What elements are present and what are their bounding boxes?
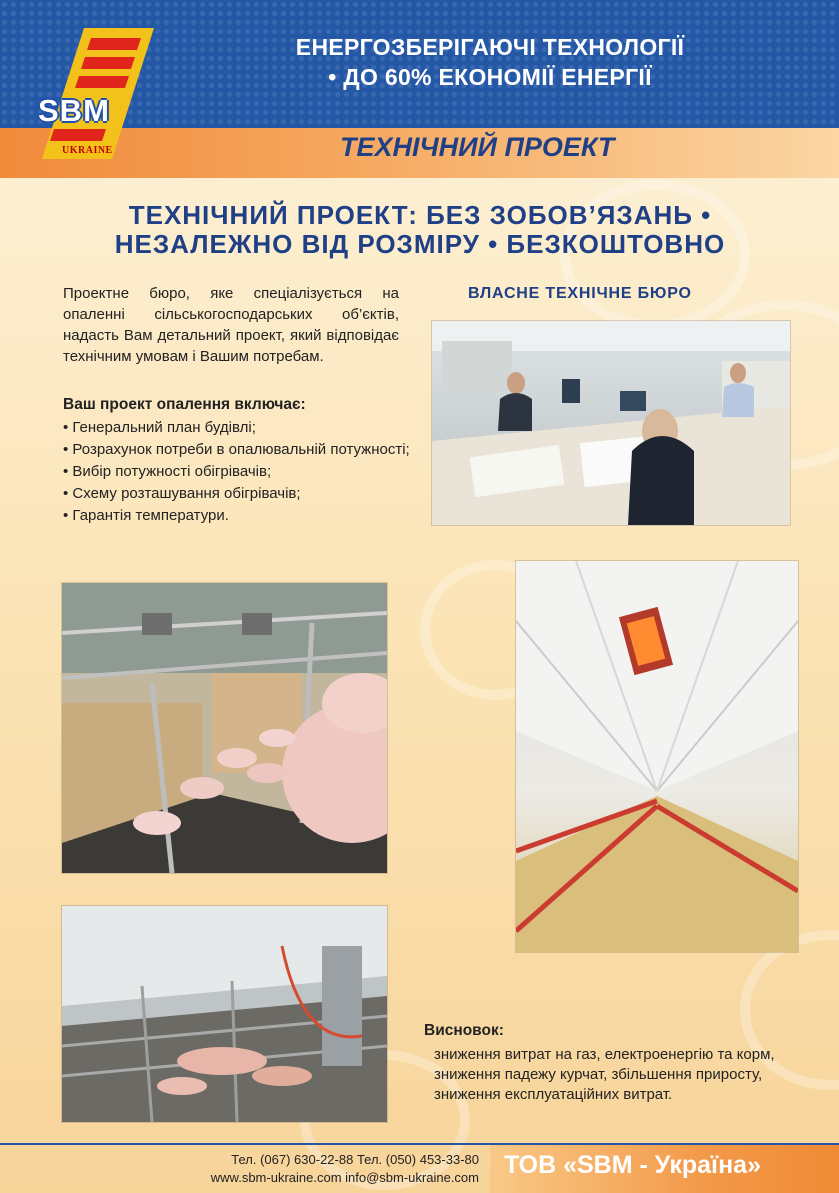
section-title: ТЕХНІЧНИЙ ПРОЕКТ (340, 132, 615, 162)
list-item: • Гарантія температури. (63, 506, 413, 526)
conclusion-heading: Висновок: (424, 1022, 504, 1039)
office-caption: ВЛАСНЕ ТЕХНІЧНЕ БЮРО (468, 285, 692, 302)
poultry-house-photo (516, 561, 798, 952)
headline-line2: НЕЗАЛЕЖНО ВІД РОЗМІРУ • БЕЗКОШТОВНО (114, 229, 726, 259)
list-item: • Вибір потужності обігрівачів; (63, 462, 413, 482)
sow-pen-photo (62, 906, 387, 1122)
logo-country-text: UKRAINE (62, 145, 113, 156)
logo-brand-text: SBM (38, 93, 110, 128)
contact-phones: Тел. (067) 630-22-88 Тел. (050) 453-33-80 (231, 1152, 479, 1167)
includes-list (63, 418, 413, 528)
list-item: • Схему розташування обігрівачів; (63, 484, 413, 504)
piglets-pen-photo (62, 583, 387, 873)
header-title-line1: ЕНЕРГОЗБЕРІГАЮЧІ ТЕХНОЛОГІЇ (295, 34, 685, 60)
headline-line1: ТЕХНІЧНИЙ ПРОЕКТ: БЕЗ ЗОБОВ’ЯЗАНЬ • (128, 200, 712, 230)
list-item: • Розрахунок потреби в опалювальній потужності; (63, 440, 413, 460)
contact-web[interactable]: www.sbm-ukraine.com info@sbm-ukraine.com (210, 1170, 479, 1185)
office-photo (432, 321, 790, 525)
header-title-line2: • ДО 60% ЕКОНОМІЇ ЕНЕРГІЇ (328, 64, 652, 90)
list-item: • Генеральний план будівлі; (63, 418, 413, 438)
includes-heading: Ваш проект опалення включає: (63, 396, 306, 413)
company-name: ТОВ «SBM - Україна» (504, 1151, 761, 1179)
conclusion-text: зниження витрат на газ, електроенергію та корм, зниження падежу курчат, збільшення приросту, зниження експлуатаційних витрат. (434, 1046, 775, 1103)
intro-paragraph: Проектне бюро, яке спеціалізується на опаленні сільськогосподарських об’єктів, надасть Вам детальний проект, який відповідає технічним умовам і Вашим потребам. (63, 285, 399, 365)
